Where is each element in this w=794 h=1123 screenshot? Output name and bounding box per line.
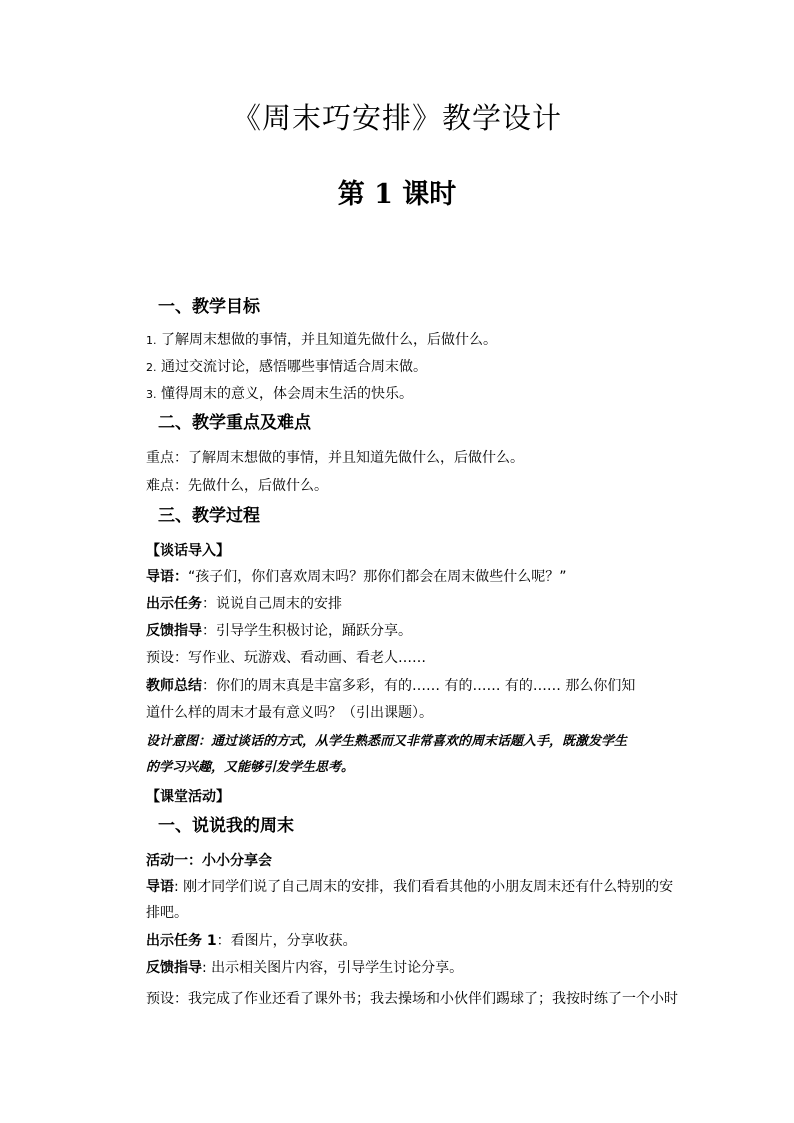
- part-feedback-text: : 出示相关图片内容，引导学生讨论分享。: [202, 960, 464, 976]
- summary-text: ：你们的周末真是丰富多彩，有的…… 有的…… 有的…… 那么你们知: [202, 678, 636, 694]
- objective-item: [146, 357, 427, 378]
- part-preset-text: 预设：我完成了作业还看了课外书；我去操场和小伙伴们踢球了；我按时练了一个小时: [146, 991, 678, 1007]
- objective-text: 通过交流讨论，感悟哪些事情适合周末做。: [160, 359, 427, 375]
- section-heading-objectives: 一、教学目标: [158, 297, 260, 317]
- objective-number: 1.: [146, 334, 157, 347]
- task-text: ：说说自己周末的安排: [202, 596, 342, 612]
- section-heading-key-points: 二、教学重点及难点: [158, 413, 311, 433]
- preset-text: 预设：写作业、玩游戏、看动画、看老人……: [146, 650, 426, 666]
- guide-paragraph: [146, 567, 567, 587]
- part-guide-text: : 刚才同学们说了自己周末的安排，我们看看其他的小朋友周末还有什么特别的安: [174, 879, 674, 895]
- key-point-text: 重点：了解周末想做的事情，并且知道先做什么，后做什么。: [146, 450, 524, 466]
- part-task-paragraph: [146, 931, 357, 951]
- guide-text: “孩子们，你们喜欢周末吗？那你们都会在周末做些什么呢？”: [188, 569, 567, 585]
- task-label: 出示任务: [146, 596, 202, 612]
- feedback-paragraph: [146, 621, 412, 641]
- summary-paragraph: [146, 676, 635, 696]
- objective-number: 2.: [146, 361, 157, 374]
- part-task-text: ：看图片，分享收获。: [216, 933, 357, 949]
- document-title: 《周末巧安排》教学设计: [231, 101, 562, 135]
- part-feedback-paragraph: [146, 958, 463, 978]
- part-feedback-label: 反馈指导: [146, 960, 202, 976]
- guide-label: 导语：: [146, 569, 188, 585]
- activity-title: 活动一：小小分享会: [146, 853, 272, 869]
- part-task-label: 出示任务 1: [146, 933, 217, 949]
- objective-text: 懂得周末的意义，体会周末生活的快乐。: [160, 386, 413, 402]
- part-guide-paragraph: [146, 877, 673, 897]
- lesson-number: 第 1 课时: [337, 179, 457, 210]
- objective-number: 3.: [146, 388, 157, 401]
- summary-text-continued: 道什么样的周末才最有意义吗？（引出课题）。: [146, 705, 433, 721]
- summary-label: 教师总结: [146, 678, 202, 694]
- section-heading-process: 三、教学过程: [158, 506, 260, 526]
- part-heading-weekend: 一、说说我的周末: [158, 816, 294, 836]
- difficulty-text: 难点：先做什么，后做什么。: [146, 478, 328, 494]
- feedback-text: ：引导学生积极讨论，踊跃分享。: [202, 623, 412, 639]
- objective-item: [146, 384, 413, 405]
- task-paragraph: [146, 594, 342, 614]
- part-guide-text-continued: 排吧。: [146, 905, 188, 921]
- activity-tag: 【课堂活动】: [146, 789, 230, 805]
- objective-text: 了解周末想做的事情，并且知道先做什么，后做什么。: [160, 332, 497, 348]
- design-intent-text-continued: 的学习兴趣，又能够引发学生思考。: [146, 760, 355, 775]
- objective-item: [146, 330, 497, 351]
- part-guide-label: 导语: [146, 879, 174, 895]
- design-intent-text: 设计意图：通过谈话的方式，从学生熟悉而又非常喜欢的周末话题入手，既激发学生: [146, 734, 628, 749]
- feedback-label: 反馈指导: [146, 623, 202, 639]
- intro-tag: 【谈话导入】: [146, 543, 230, 559]
